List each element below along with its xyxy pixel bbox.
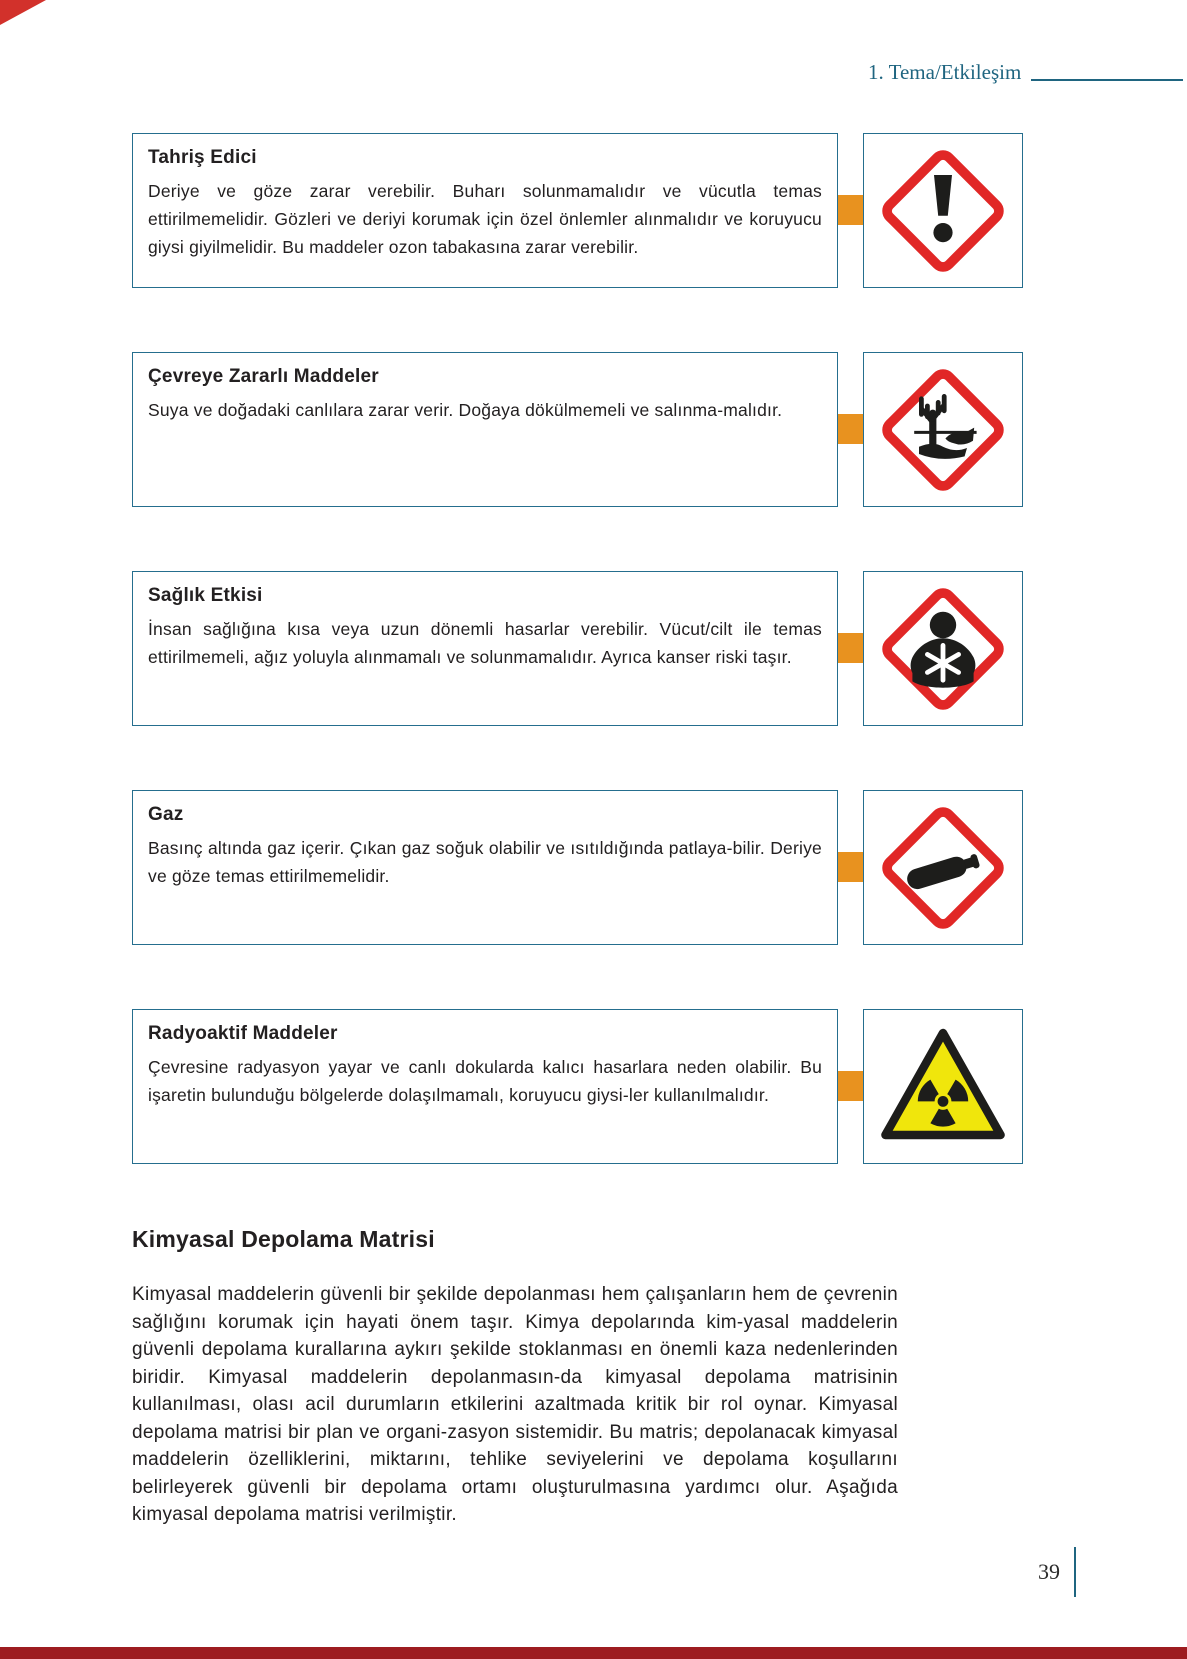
- hazard-title: Gaz: [148, 804, 184, 825]
- hazard-iconbox: [863, 1009, 1023, 1164]
- hazard-description: İnsan sağlığına kısa veya uzun dönemli hasarlar verebilir. Vücut/cilt ile temas ettirilmemeli, ağız yoluyla alınmamalı ve solunmamalıdır. Ayrıca kanser riski taşır.: [148, 619, 822, 667]
- hazard-iconbox: [863, 133, 1023, 288]
- hazard-row-irritant: [132, 133, 1023, 288]
- hazard-row-environment: [132, 352, 1023, 507]
- hazard-row-gas: [132, 790, 1023, 945]
- orange-connector: [838, 1071, 863, 1101]
- hazard-description: Deriye ve göze zarar verebilir. Buharı solunmamalıdır ve vücutla temas ettirilmemelidir. Gözleri ve deriyi korumak için özel önlemler alınmalıdır ve koruyucu giysi giyilmelidir. Bu maddeler ozon tabakasına zarar verebilir.: [148, 181, 822, 257]
- hazard-title: Sağlık Etkisi: [148, 585, 263, 606]
- hazard-description: Basınç altında gaz içerir. Çıkan gaz soğuk olabilir ve ısıtıldığında patlaya-bilir. Deriye ve göze temas ettirilmemelidir.: [148, 838, 822, 886]
- page-corner-accent: [0, 0, 46, 25]
- hazard-description: Suya ve doğadaki canlılara zarar verir. Doğaya dökülmemeli ve salınma-malıdır.: [148, 400, 783, 420]
- hazard-row-health: [132, 571, 1023, 726]
- environment-hazard-icon: [871, 358, 1015, 502]
- section-paragraph: Kimyasal maddelerin güvenli bir şekilde depolanması hem çalışanların hem de çevrenin sağlığını korumak için hayati önem taşır. Kimya depolarında kim-yasal maddelerin güvenli depolama kurallarına aykırı şekilde stoklanması en önemli kaza nedenlerinden biridir. Kimyasal maddelerin depolanmasın-da kimyasal depolama matrisinin kullanılması, olası acil durumların etkilerini azaltmada kritik bir rol oynar. Kimyasal depolama matrisi bir plan ve organi-zasyon sistemidir. Bu matris; depolanacak kimyasal maddelerin özelliklerini, miktarını, tehlike seviyelerini ve depolama koşullarını belirleyerek güvenli bir depolama ortamı oluşturulmasına yardımcı olur. Aşağıda kimyasal depolama matrisi verilmiştir.: [132, 1284, 898, 1525]
- radioactive-warning-icon: [871, 1015, 1015, 1159]
- hazard-iconbox: [863, 790, 1023, 945]
- hazard-title: Çevreye Zararlı Maddeler: [148, 366, 379, 387]
- hazard-textbox: [132, 571, 838, 726]
- page-number: 39: [1038, 1559, 1060, 1584]
- orange-connector: [838, 195, 863, 225]
- hazard-textbox: [132, 352, 838, 507]
- running-header: [868, 60, 1183, 85]
- hazard-iconbox: [863, 352, 1023, 507]
- hazard-textbox: [132, 1009, 838, 1164]
- hazard-row-radioactive: [132, 1009, 1023, 1164]
- hazard-textbox: [132, 133, 838, 288]
- page-number-block: [986, 1547, 1076, 1597]
- gas-cylinder-hazard-icon: [871, 796, 1015, 940]
- header-title: 1. Tema/Etkileşim: [868, 60, 1022, 84]
- hazard-title: Tahriş Edici: [148, 147, 257, 168]
- hazard-description: Çevresine radyasyon yayar ve canlı dokularda kalıcı hasarlara neden olabilir. Bu işaretin bulunduğu bölgelerde dolaşılmamalı, koruyucu giysi-ler kullanılmalıdır.: [148, 1057, 822, 1105]
- exclamation-hazard-icon: [871, 139, 1015, 283]
- health-hazard-icon: [871, 577, 1015, 721]
- hazard-title: Radyoaktif Maddeler: [148, 1023, 338, 1044]
- hazard-textbox: [132, 790, 838, 945]
- page-bottom-accent-bar: [0, 1647, 1187, 1659]
- header-rule-line: [1031, 79, 1183, 81]
- orange-connector: [838, 852, 863, 882]
- orange-connector: [838, 633, 863, 663]
- hazard-iconbox: [863, 571, 1023, 726]
- orange-connector: [838, 414, 863, 444]
- section-heading: Kimyasal Depolama Matrisi: [132, 1226, 435, 1252]
